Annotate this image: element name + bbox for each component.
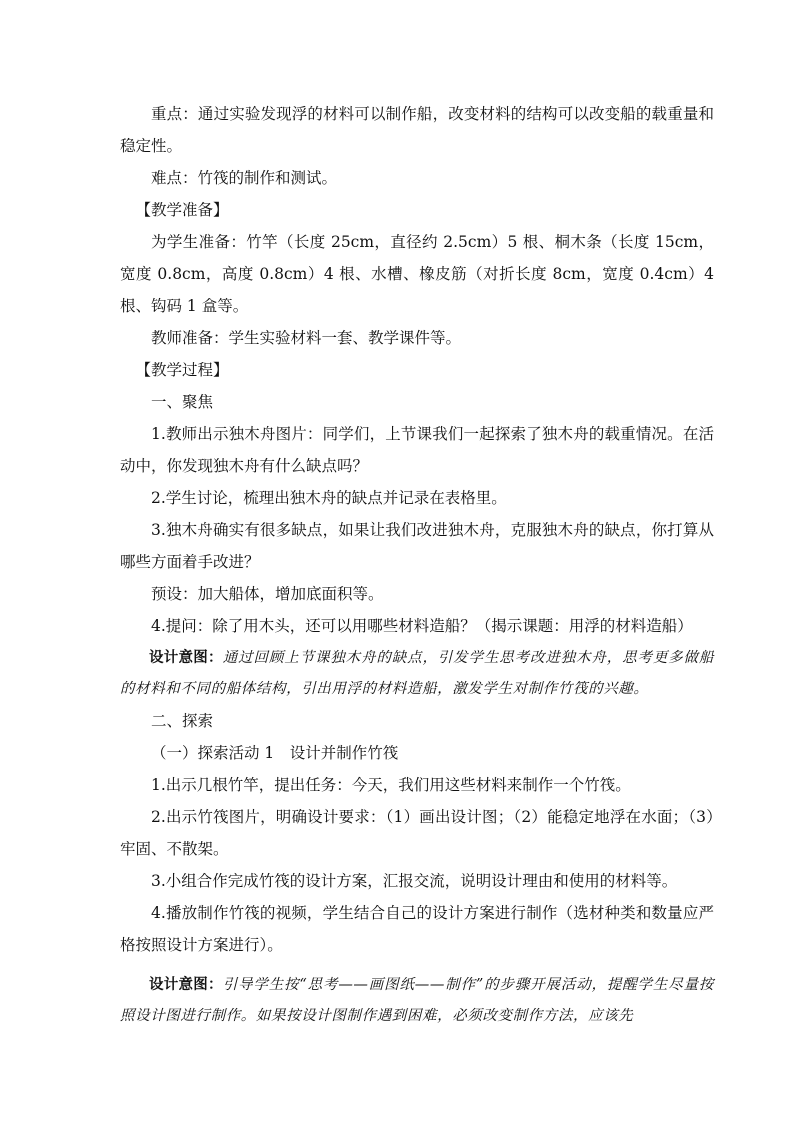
explore-step-2: 2.出示竹筏图片，明确设计要求：（1）画出设计图；（2）能稳定地浮在水面；（3）牢固、不散架。 [120,808,714,858]
focus-preset: 预设：加大船体，增加底面积等。 [151,585,384,603]
design-intent-label: 设计意图： [149,976,223,993]
teaching-process-heading: 【教学过程】 [135,361,229,379]
design-intent-paragraph-1 [120,642,714,705]
design-intent-text: 引导学生按“思考——画图纸——制作”的步骤开展活动，提醒学生尽量按照设计图进行制作。如果按设计图制作遇到困难，必须改变制作方法，应该先 [120,977,715,1024]
teaching-preparation-heading: 【教学准备】 [135,201,229,219]
focus-step-2: 2.学生讨论，梳理出独木舟的缺点并记录在表格里。 [151,489,507,507]
focus-step-3: 3.独木舟确实有很多缺点，如果让我们改进独木舟，克服独木舟的缺点，你打算从哪些方面着手改进？ [120,521,714,571]
student-preparation-paragraph: 为学生准备：竹竿（长度 25cm，直径约 2.5cm）5 根、桐木条（长度 15cm，宽度 0.8cm，高度 0.8cm）4 根、水槽、橡皮筋（对折长度 8cm，宽度 0.4cm）4 根、钩码 1 盒等。 [120,233,714,315]
explore-step-4: 4.播放制作竹筏的视频，学生结合自己的设计方案进行制作（选材种类和数量应严格按照设计方案进行）。 [120,904,714,954]
focus-step-4: 4.提问：除了用木头，还可以用哪些材料造船？（揭示课题：用浮的材料造船） [151,617,693,635]
teacher-preparation-paragraph: 教师准备：学生实验材料一套、教学课件等。 [151,329,462,347]
explore-step-3: 3.小组合作完成竹筏的设计方案，汇报交流，说明设计理由和使用的材料等。 [151,872,678,890]
section-explore-heading: 二、探索 [151,712,214,730]
difficulty-paragraph: 难点：竹筏的制作和测试。 [151,169,338,187]
design-intent-paragraph-2 [120,969,714,1032]
explore-step-1: 1.出示几根竹竿，提出任务：今天，我们用这些材料来制作一个竹筏。 [151,776,631,794]
focus-step-1: 1.教师出示独木舟图片：同学们，上节课我们一起探索了独木舟的载重情况。在活动中，你发现独木舟有什么缺点吗？ [120,425,714,475]
design-intent-text: 通过回顾上节课独木舟的缺点，引发学生思考改进独木舟，思考更多做船的材料和不同的船体结构，引出用浮的材料造船，激发学生对制作竹筏的兴趣。 [120,650,714,697]
lesson-plan-body [120,98,714,1032]
design-intent-label: 设计意图： [149,649,223,666]
spacer [120,961,714,969]
section-focus-heading: 一、聚焦 [151,393,214,411]
activity-1-heading: （一）探索活动 1 设计并制作竹筏 [151,744,399,762]
key-point-paragraph: 重点：通过实验发现浮的材料可以制作船，改变材料的结构可以改变船的载重量和稳定性。 [120,105,714,155]
